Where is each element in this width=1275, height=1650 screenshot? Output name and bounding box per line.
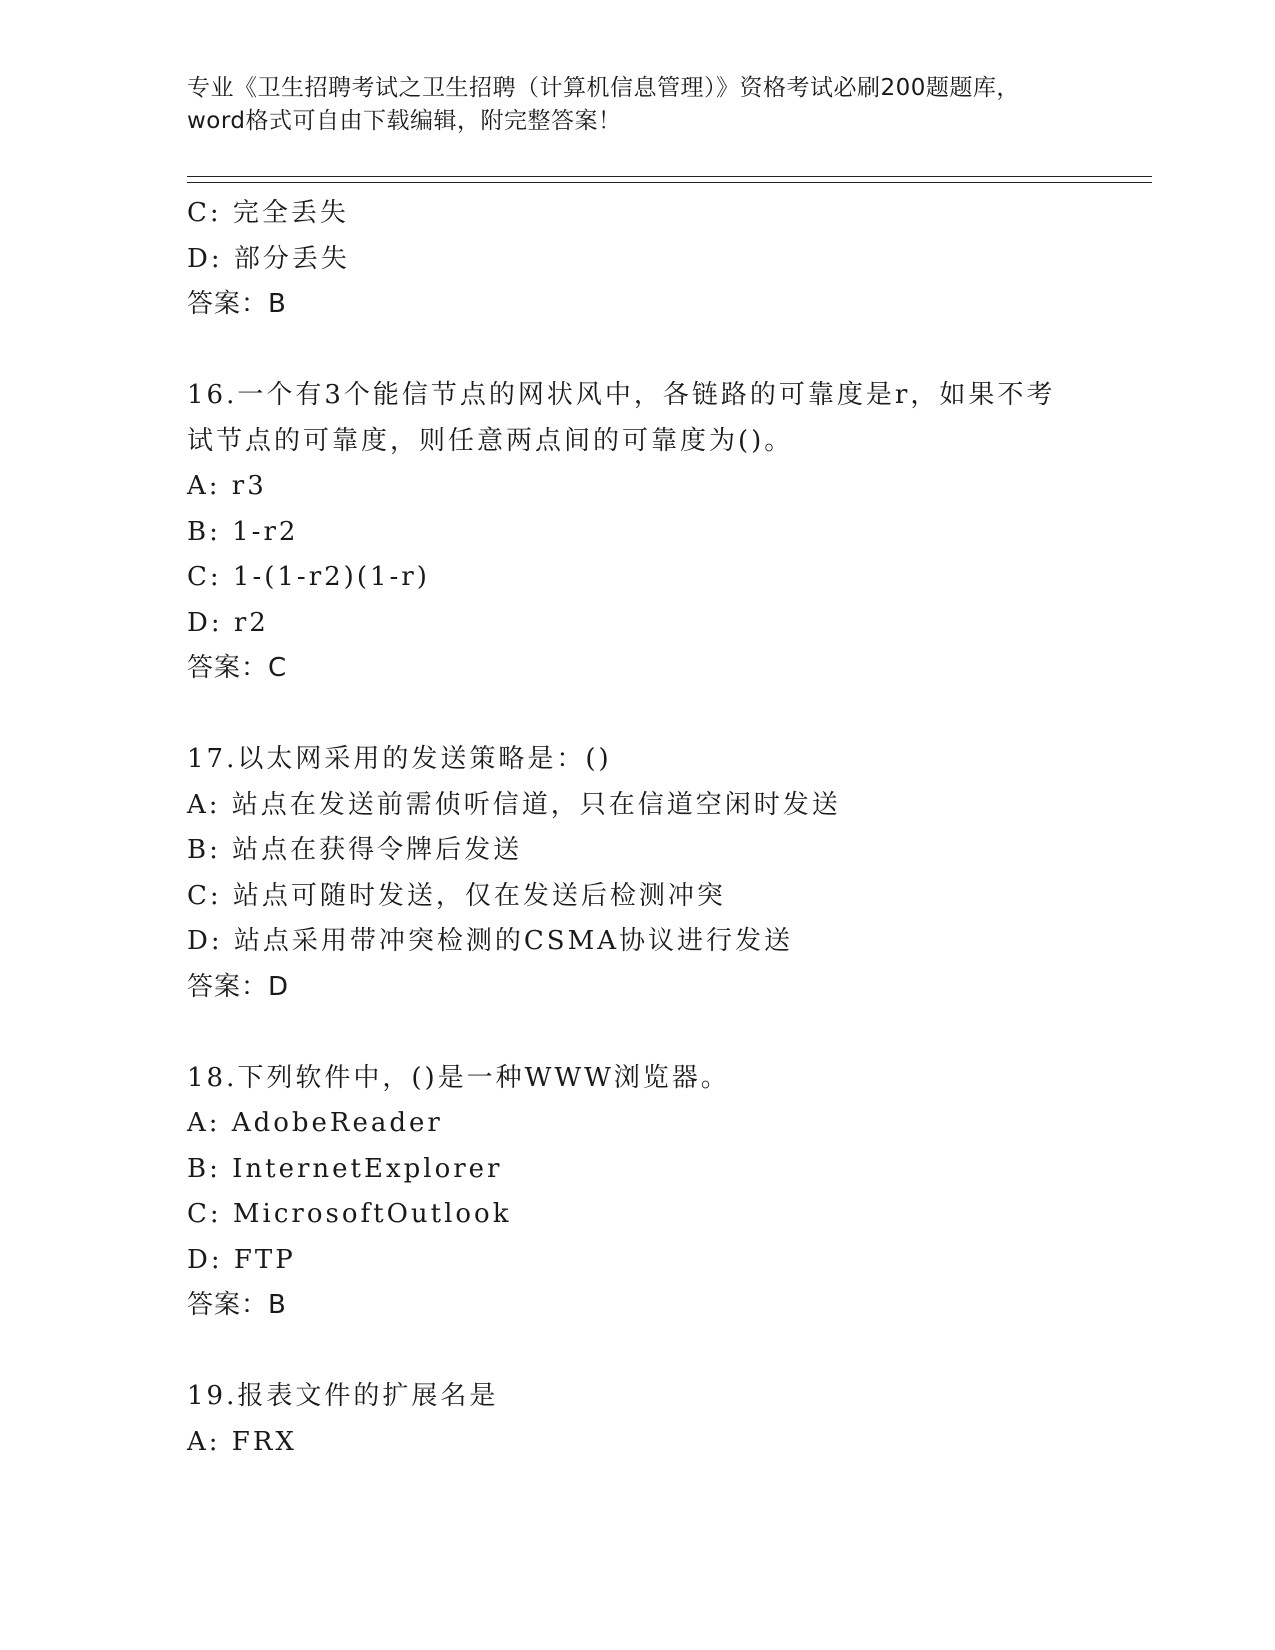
option-d: D: FTP: [187, 1244, 296, 1275]
option-a: A: AdobeReader: [187, 1108, 443, 1138]
option-a: A: 站点在发送前需侦听信道，只在信道空闲时发送: [187, 789, 841, 820]
question-18: [187, 1056, 1147, 1329]
option-b: B: 1-r2: [187, 516, 299, 547]
question-19: [187, 1374, 1147, 1465]
spacer: [187, 328, 1147, 374]
option-c: C: 1-(1-r2)(1-r): [187, 562, 430, 592]
header-divider-top: [187, 176, 1152, 177]
option-d: D: r2: [187, 607, 269, 638]
question-stem: 18.下列软件中，()是一种WWW浏览器。: [187, 1062, 730, 1093]
option-a: A: FRX: [187, 1426, 297, 1457]
question-stem-continued: 试节点的可靠度，则任意两点间的可靠度为()。: [187, 425, 794, 456]
header-title-line-2: word格式可自由下载编辑，附完整答案！: [187, 108, 622, 134]
answer-line: 答案：B: [187, 1290, 287, 1320]
option-b: B: 站点在获得令牌后发送: [187, 835, 523, 865]
question-stem: 16.一个有3个能信节点的网状风中，各链路的可靠度是r，如果不考: [187, 380, 1056, 410]
question-stem: 17.以太网采用的发送策略是：(): [187, 744, 612, 774]
option-d: D: 部分丢失: [187, 243, 350, 274]
question-list: [187, 191, 1147, 1465]
question-15-tail: [187, 191, 1147, 328]
option-a: A: r3: [187, 471, 267, 501]
header-divider-bottom: [187, 182, 1152, 183]
answer-line: 答案：B: [187, 289, 287, 319]
option-c: C: 站点可随时发送，仅在发送后检测冲突: [187, 880, 726, 911]
question-16: [187, 373, 1147, 692]
option-b: B: InternetExplorer: [187, 1153, 503, 1184]
option-c: C: 完全丢失: [187, 198, 349, 228]
spacer: [187, 1329, 1147, 1375]
answer-line: 答案：C: [187, 653, 288, 683]
option-c: C: MicrosoftOutlook: [187, 1199, 512, 1229]
spacer: [187, 692, 1147, 738]
question-stem: 19.报表文件的扩展名是: [187, 1381, 499, 1411]
option-d: D: 站点采用带冲突检测的CSMA协议进行发送: [187, 926, 793, 956]
answer-line: 答案：D: [187, 971, 290, 1002]
question-17: [187, 737, 1147, 1010]
header-title-line-1: 专业《卫生招聘考试之卫生招聘（计算机信息管理）》资格考试必刷200题题库，: [187, 75, 1020, 101]
spacer: [187, 1010, 1147, 1056]
document-header: [187, 72, 1087, 138]
